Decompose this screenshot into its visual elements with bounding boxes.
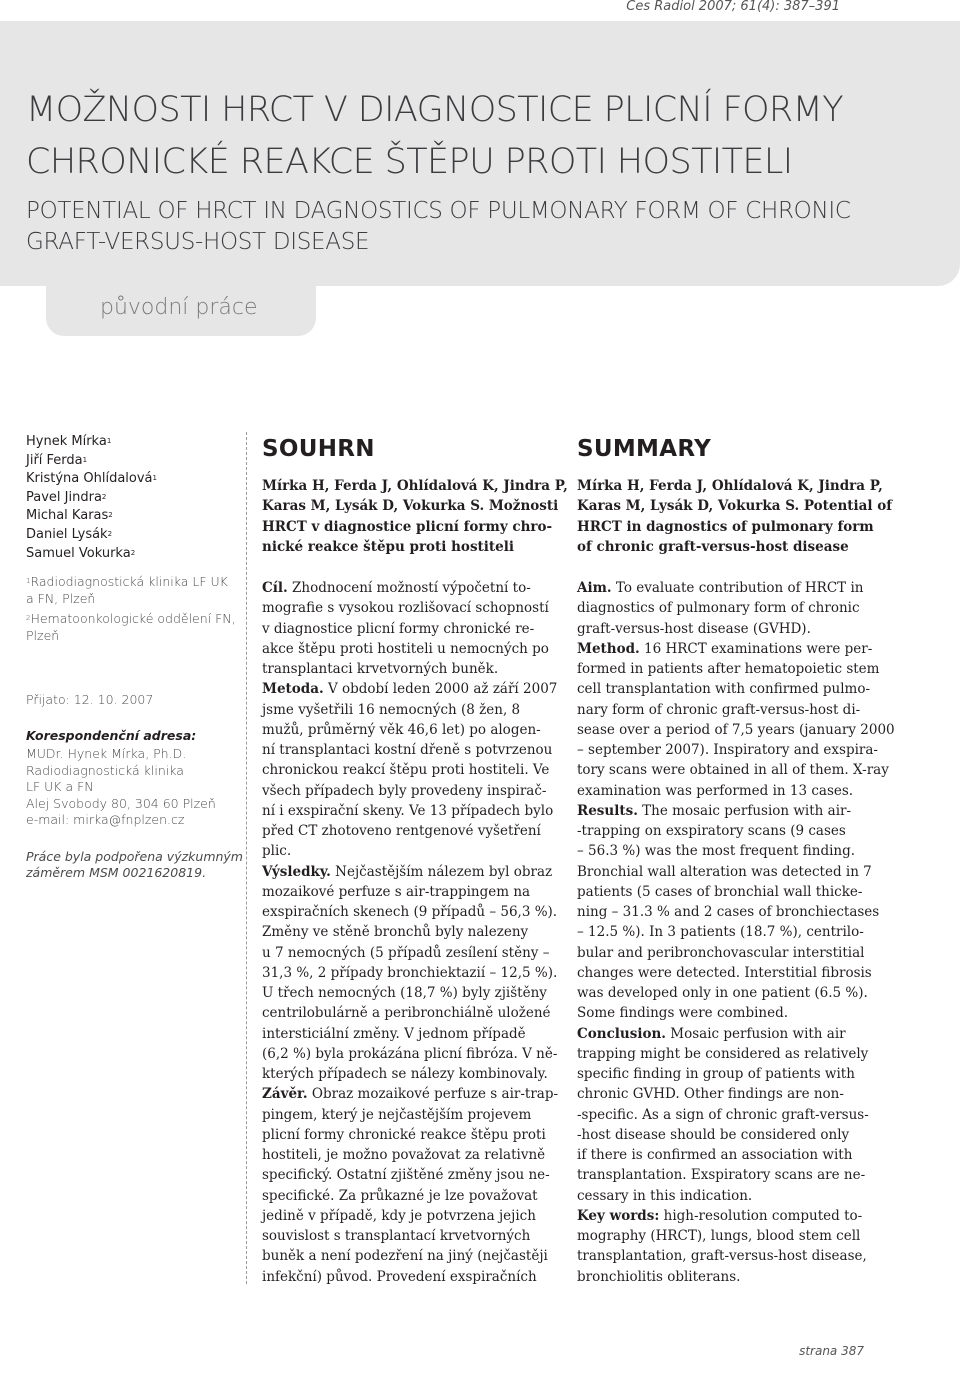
paper-type-label: původní práce <box>100 295 258 320</box>
author-name: Kristýna Ohlídalová <box>26 471 153 487</box>
souhrn-text: exspiračních skenech (9 případů – 56,3 %). <box>262 904 558 920</box>
author-list <box>26 433 157 563</box>
author-affiliation-mark: 2 <box>107 529 113 538</box>
summary-text: The mosaic perfusion with air- <box>637 802 852 819</box>
summary-text: -host disease should be considered only <box>577 1126 850 1143</box>
souhrn-text: v diagnostice plicní formy chronické re- <box>262 620 535 637</box>
souhrn-text-line <box>262 963 558 983</box>
summary-text-line <box>577 1226 865 1246</box>
affiliation-text: Radiodiagnostická klinika LF UK <box>30 574 228 589</box>
summary-text-line <box>577 902 880 922</box>
address-line: LF UK a FN <box>26 779 94 794</box>
summary-section-label: Method. <box>577 640 640 657</box>
summary-text: – 12.5 %). In 3 patients (18.7 %), centrilo- <box>577 924 864 941</box>
summary-citation-line: Mírka H, Ferda J, Ohlídalová K, Jindra P, <box>577 478 883 494</box>
author-item <box>26 545 157 564</box>
funding-line: Práce byla podpořena výzkumným <box>26 848 243 864</box>
author-item <box>26 526 157 545</box>
summary-text-line <box>577 1267 865 1287</box>
souhrn-text-line <box>262 760 550 780</box>
souhrn-text-line <box>262 740 553 760</box>
affiliation-mark: 2 <box>26 614 31 622</box>
souhrn-text-line <box>262 821 550 841</box>
summary-text-line <box>577 619 865 639</box>
author-item <box>26 507 157 526</box>
author-name: Michal Karas <box>26 508 109 524</box>
souhrn-text-line <box>262 679 558 699</box>
summary-text-line <box>577 1003 865 1023</box>
souhrn-text: specifický. Ostatní zjištěné změny jsou ne- <box>262 1167 550 1184</box>
summary-citation-line: HRCT in dagnostics of pulmonary form <box>577 518 874 535</box>
souhrn-text: mografie s vysokou rozlišovací schopností <box>262 600 549 617</box>
summary-text-line <box>577 943 865 963</box>
email-link[interactable]: e-mail: mirka@fnplzen.cz <box>26 812 185 827</box>
summary-text: examination was performed in 13 cases. <box>577 782 854 799</box>
souhrn-text-line <box>262 902 558 922</box>
author-item <box>26 452 157 471</box>
summary-text: formed in patients after hematopoietic stem <box>577 661 880 677</box>
page-number: strana 387 <box>799 1344 864 1358</box>
author-affiliation-mark: 2 <box>101 492 107 501</box>
author-affiliation-mark: 2 <box>130 548 136 557</box>
title-czech <box>26 84 843 188</box>
affiliation-text: Plzeň <box>26 627 60 643</box>
summary-text-line <box>577 1125 865 1145</box>
funding-line: záměrem MSM 0021620819. <box>26 865 207 880</box>
summary-text: cell transplantation with confirmed pulmo- <box>577 681 871 698</box>
souhrn-text: V období leden 2000 až září 2007 <box>323 681 558 698</box>
summary-text: mography (HRCT), lungs, blood stem cell <box>577 1228 861 1244</box>
souhrn-text-line <box>262 781 550 801</box>
summary-section-label: Results. <box>577 802 638 819</box>
summary-text: Mosaic perfusion with air <box>665 1025 846 1042</box>
summary-text-line <box>577 1165 865 1185</box>
souhrn-text: chronickou reakcí štěpu proti hostiteli. Ve <box>262 762 550 779</box>
souhrn-text: všech případech byly provedeny inspirač- <box>262 782 547 799</box>
souhrn-text: (6,2 %) byla prokázána plicní fibróza. V ně- <box>262 1045 558 1062</box>
souhrn-text-line <box>262 801 554 821</box>
souhrn-heading: SOUHRN <box>262 436 375 462</box>
summary-text: chronic GVHD. Other findings are non- <box>577 1086 844 1103</box>
summary-text-line <box>577 1186 865 1206</box>
souhrn-text: jsme vyšetřili 16 nemocných (8 žen, 8 <box>262 701 521 718</box>
summary-text-line <box>577 882 865 902</box>
souhrn-text-line <box>262 639 550 659</box>
title-english-line: POTENTIAL OF HRCT IN DAGNOSTICS OF PULMONARY FORM OF CHRONIC <box>26 198 851 224</box>
summary-text-line <box>577 679 871 699</box>
souhrn-text-line <box>262 1125 550 1145</box>
souhrn-text: U třech nemocných (18,7 %) byly zjištěny <box>262 985 547 1001</box>
souhrn-text-line <box>262 700 550 720</box>
souhrn-text-line <box>262 1145 550 1165</box>
summary-text: changes were detected. Interstitial fibrosis <box>577 964 872 981</box>
sidebar-info <box>26 574 246 882</box>
summary-text-line <box>577 760 889 780</box>
author-affiliation-mark: 1 <box>152 474 157 483</box>
summary-text: To evaluate contribution of HRCT in <box>611 580 864 596</box>
author-name: Pavel Jindra <box>26 489 102 505</box>
souhrn-text-line <box>262 659 550 679</box>
summary-body <box>577 578 895 1287</box>
affiliation-mark: 1 <box>26 577 31 585</box>
summary-text: patients (5 cases of bronchial wall thicke- <box>577 883 863 900</box>
summary-section-label: Conclusion. <box>577 1025 666 1042</box>
souhrn-text-line <box>262 943 550 963</box>
souhrn-text: Obraz mozaikové perfuze s air-trap- <box>307 1086 559 1103</box>
summary-text-line <box>577 781 865 801</box>
souhrn-text-line <box>262 841 550 861</box>
souhrn-text: u 7 nemocných (5 případů zesílení stěny – <box>262 944 550 961</box>
affiliation-text: Hematoonkologické oddělení FN, <box>30 611 236 626</box>
souhrn-text: akce štěpu proti hostiteli u nemocných po <box>262 640 549 657</box>
author-affiliation-mark: 1 <box>106 437 112 445</box>
souhrn-body <box>262 578 559 1287</box>
summary-text-line <box>577 639 873 659</box>
summary-text: ning – 31.3 % and 2 cases of bronchiectases <box>577 904 880 920</box>
summary-text: nary form of chronic graft-versus-host di- <box>577 701 861 718</box>
souhrn-text-line <box>262 862 553 882</box>
souhrn-text-line <box>262 1044 558 1064</box>
affiliation-line <box>26 574 246 591</box>
summary-text: Bronchial wall alteration was detected in 7 <box>577 863 872 880</box>
souhrn-text: infekční) původ. Provedení exspiračních <box>262 1268 537 1285</box>
souhrn-text-line <box>262 1064 550 1084</box>
souhrn-text: plic. <box>262 843 292 860</box>
author-name: Hynek Mírka <box>26 434 107 449</box>
souhrn-text: kterých případech se nálezy kombinovaly. <box>262 1066 548 1082</box>
received-date: Přijato: 12. 10. 2007 <box>26 692 154 707</box>
souhrn-citation-line: Mírka H, Ferda J, Ohlídalová K, Jindra P, <box>262 478 568 494</box>
affiliation-text: a FN, Plzeň <box>26 590 96 606</box>
souhrn-text-line <box>262 1165 550 1185</box>
author-item <box>26 489 157 508</box>
title-english-line: GRAFT-VERSUS-HOST DISEASE <box>26 229 370 255</box>
souhrn-section-label: Závěr. <box>262 1086 308 1103</box>
summary-text: -specific. As a sign of chronic graft-versus- <box>577 1106 869 1123</box>
souhrn-text: pingem, který je nejčastějším projevem <box>262 1106 532 1123</box>
summary-text: tory scans were obtained in all of them. X-ray <box>577 762 889 779</box>
summary-section-label: Key words: <box>577 1207 660 1224</box>
summary-text-line <box>577 598 865 618</box>
souhrn-citation-line: HRCT v diagnostice plicní formy chro- <box>262 518 553 535</box>
summary-text: cessary in this indication. <box>577 1187 753 1204</box>
souhrn-citation <box>262 476 568 557</box>
affiliation-item <box>26 611 246 644</box>
address-line: Radiodiagnostická klinika <box>26 762 184 778</box>
title-czech-line: MOŽNOSTI HRCT V DIAGNOSTICE PLICNÍ FORMY <box>26 90 844 130</box>
title-czech-line: CHRONICKÉ REAKCE ŠTĚPU PROTI HOSTITELI <box>26 142 793 182</box>
summary-text: sease over a period of 7,5 years (january 2000 <box>577 721 895 738</box>
souhrn-text-line <box>262 1186 550 1206</box>
summary-text-line <box>577 1064 865 1084</box>
souhrn-text: hostiteli, je možno považovat za relativně <box>262 1147 546 1163</box>
summary-text: transplantation, graft-versus-host disease, <box>577 1248 867 1265</box>
summary-text: was developed only in one patient (6.5 %). <box>577 985 868 1001</box>
summary-text-line <box>577 700 865 720</box>
summary-section-label: Aim. <box>577 580 612 596</box>
souhrn-text: Nejčastějším nálezem byl obraz <box>330 863 553 880</box>
souhrn-text-line <box>262 1003 550 1023</box>
author-name: Samuel Vokurka <box>26 545 131 561</box>
souhrn-section-label: Výsledky. <box>262 863 331 880</box>
souhrn-text: transplantaci krvetvorných buněk. <box>262 661 499 677</box>
summary-text: transplantation. Exspiratory scans are ne- <box>577 1167 866 1184</box>
summary-text: -trapping on exspiratory scans (9 cases <box>577 823 846 839</box>
souhrn-text-line <box>262 1206 550 1226</box>
author-item <box>26 470 157 489</box>
correspondence-heading: Korespondenční adresa: <box>26 727 197 743</box>
affiliation-line <box>26 628 246 645</box>
summary-text-line <box>577 1044 869 1064</box>
souhrn-text: plicní formy chronické reakce štěpu proti <box>262 1126 546 1143</box>
funding-note <box>26 849 246 882</box>
summary-text: diagnostics of pulmonary form of chronic <box>577 600 860 617</box>
souhrn-text: mužů, průměrný věk 46,6 let) po alogen- <box>262 721 541 738</box>
author-name: Daniel Lysák <box>26 526 108 542</box>
souhrn-text-line <box>262 578 550 598</box>
summary-text-line <box>577 862 872 882</box>
souhrn-text-line <box>262 1246 550 1266</box>
summary-citation-line: of chronic graft-versus-host disease <box>577 538 849 555</box>
souhrn-citation-line: Karas M, Lysák D, Vokurka S. Možnosti <box>262 498 559 515</box>
summary-text-line <box>577 578 865 598</box>
summary-text-line <box>577 801 865 821</box>
column-divider <box>246 432 247 1284</box>
summary-text-line <box>577 1105 869 1125</box>
journal-reference: Ces Radiol 2007; 61(4): 387–391 <box>626 0 840 14</box>
summary-text-line <box>577 841 865 861</box>
summary-text: bronchiolitis obliterans. <box>577 1268 741 1285</box>
summary-text-line <box>577 922 865 942</box>
souhrn-text: souvislost s transplantací krvetvorných <box>262 1228 531 1244</box>
summary-text-line <box>577 740 878 760</box>
summary-citation <box>577 476 893 557</box>
author-item <box>26 433 157 452</box>
souhrn-citation-line: nické reakce štěpu proti hostiteli <box>262 538 514 555</box>
souhrn-text-line <box>262 619 550 639</box>
souhrn-text: ní transplantaci kostní dřeně s potvrzenou <box>262 742 553 758</box>
affiliation-item <box>26 574 246 607</box>
summary-text: specific finding in group of patients with <box>577 1066 855 1082</box>
summary-text: high-resolution computed to- <box>659 1207 863 1224</box>
souhrn-text: buněk a není podezření na jiný (nejčastěji <box>262 1248 548 1265</box>
souhrn-text-line <box>262 1226 550 1246</box>
summary-text-line <box>577 1084 865 1104</box>
souhrn-text: Změny ve stěně bronchů byly nalezeny <box>262 924 529 941</box>
souhrn-text: jedině v případě, kdy je potvrzena jejich <box>262 1207 536 1224</box>
souhrn-text: centrilobulárně a peribronchiálně uložené <box>262 1005 551 1022</box>
summary-text-line <box>577 821 865 841</box>
summary-text: Some findings were combined. <box>577 1005 789 1022</box>
souhrn-text: 31,3 %, 2 případy bronchiektazií – 12,5 %). <box>262 964 558 981</box>
summary-text-line <box>577 963 872 983</box>
summary-heading: SUMMARY <box>577 436 712 462</box>
souhrn-section-label: Metoda. <box>262 681 324 698</box>
souhrn-text: ní i exspirační skeny. Ve 13 případech bylo <box>262 802 554 819</box>
address-line: Alej Svobody 80, 304 60 Plzeň <box>26 795 216 811</box>
affiliations <box>26 574 246 644</box>
summary-text-line <box>577 1206 865 1226</box>
summary-text-line <box>577 1246 865 1266</box>
summary-citation-line: Karas M, Lysák D, Vokurka S. Potential of <box>577 498 893 515</box>
affiliation-line <box>26 611 246 628</box>
correspondence-address <box>26 746 246 829</box>
address-line: MUDr. Hynek Mírka, Ph.D. <box>26 746 187 761</box>
souhrn-text-line <box>262 598 550 618</box>
souhrn-text-line <box>262 720 550 740</box>
author-affiliation-mark: 2 <box>108 511 113 520</box>
souhrn-text-line <box>262 983 550 1003</box>
summary-text: – september 2007). Inspiratory and exspira- <box>577 742 878 758</box>
summary-text-line <box>577 720 895 740</box>
souhrn-text: specifické. Za průkazné je lze považovat <box>262 1187 538 1204</box>
summary-text: trapping might be considered as relatively <box>577 1045 869 1062</box>
summary-text: if there is confirmed an association with <box>577 1147 853 1163</box>
author-affiliation-mark: 1 <box>82 455 88 464</box>
souhrn-text-line <box>262 1024 550 1044</box>
summary-text: 16 HRCT examinations were per- <box>639 640 873 657</box>
souhrn-text: před CT zhotoveno rentgenové vyšetření <box>262 823 541 839</box>
summary-text-line <box>577 1145 865 1165</box>
summary-text: bular and peribronchovascular interstitial <box>577 944 865 961</box>
summary-text-line <box>577 1024 865 1044</box>
souhrn-text-line <box>262 1267 550 1287</box>
summary-text-line <box>577 659 880 679</box>
summary-text-line <box>577 983 868 1003</box>
souhrn-text-line <box>262 922 550 942</box>
affiliation-line <box>26 591 246 608</box>
summary-text: – 56.3 %) was the most frequent finding. <box>577 843 856 860</box>
author-name: Jiří Ferda <box>26 452 83 468</box>
souhrn-text: Zhodnocení možností výpočetní to- <box>287 580 531 596</box>
title-english <box>26 196 851 258</box>
souhrn-text-line <box>262 1105 550 1125</box>
souhrn-text: intersticiální změny. V jednom případě <box>262 1025 526 1042</box>
summary-text: graft-versus-host disease (GVHD). <box>577 620 811 637</box>
souhrn-text-line <box>262 1084 559 1104</box>
souhrn-section-label: Cíl. <box>262 580 288 596</box>
souhrn-text-line <box>262 882 550 902</box>
souhrn-text: mozaikové perfuze s air-trappingem na <box>262 883 531 900</box>
